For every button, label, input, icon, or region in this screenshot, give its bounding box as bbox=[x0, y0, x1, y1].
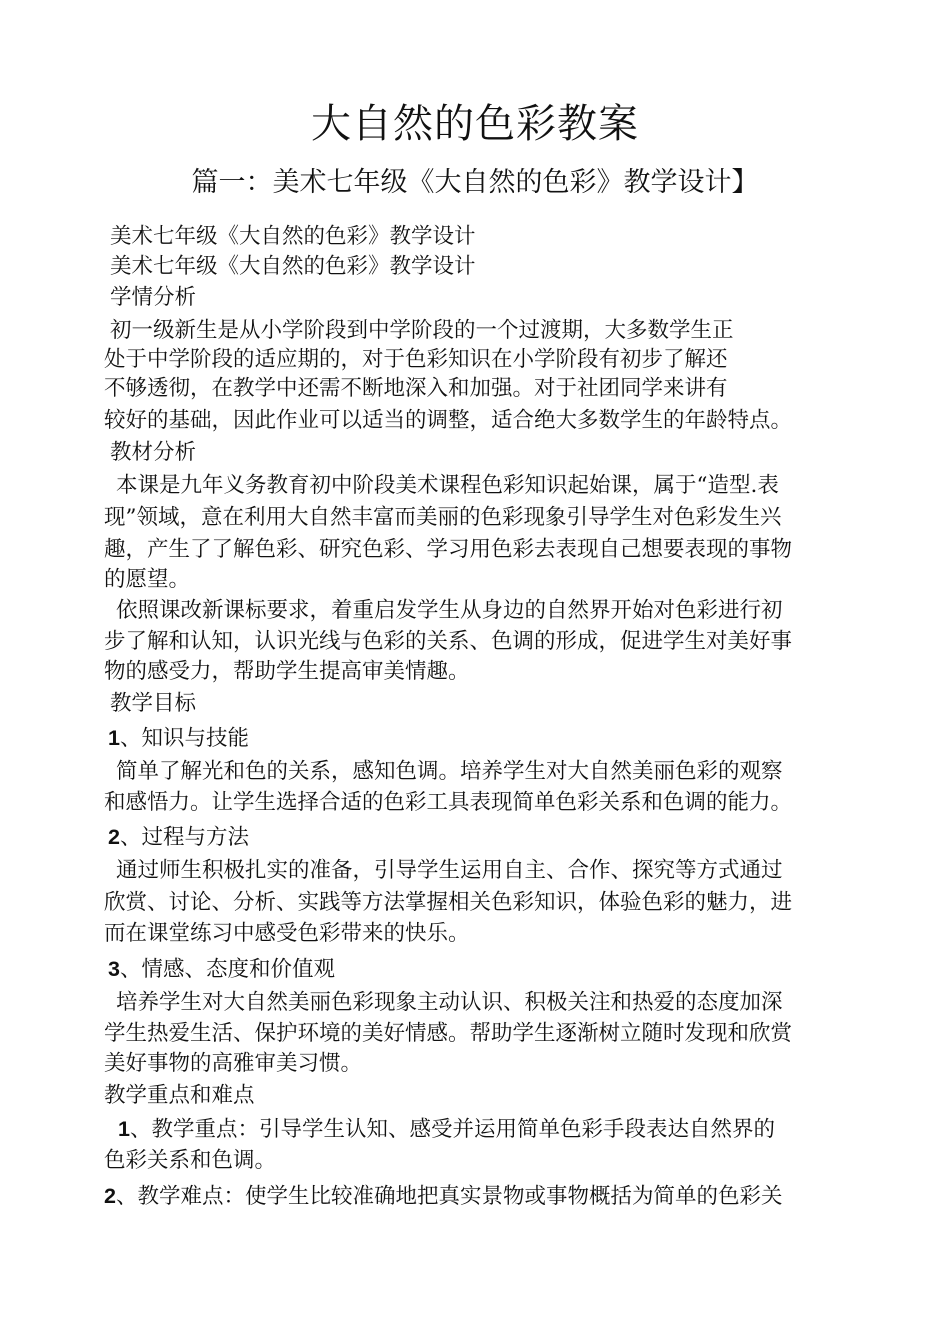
text-line: 现”领域，意在利用大自然丰富而美丽的色彩现象引导学生对色彩发生兴 bbox=[104, 505, 782, 530]
item-number: 2 bbox=[104, 1184, 116, 1208]
item-number: 1 bbox=[108, 726, 120, 750]
text-line: 物的感受力，帮助学生提高审美情趣。 bbox=[104, 659, 470, 684]
text-line: 美术七年级《大自然的色彩》教学设计 bbox=[110, 254, 476, 279]
section-heading: 教学目标 bbox=[110, 691, 197, 716]
section-heading: 教学重点和难点 bbox=[104, 1083, 255, 1108]
text-line: 处于中学阶段的适应期的，对于色彩知识在小学阶段有初步了解还 bbox=[104, 347, 728, 372]
subheading-knowledge-skills bbox=[108, 723, 868, 754]
text-line: 简单了解光和色的关系，感知色调。培养学生对大自然美丽色彩的观察 bbox=[116, 759, 783, 784]
item-number: 3 bbox=[108, 957, 120, 981]
document-subtitle: 篇一：美术七年级《大自然的色彩》教学设计】 bbox=[191, 167, 759, 198]
text-line: 欣赏、讨论、分析、实践等方法掌握相关色彩知识，体验色彩的魅力，进 bbox=[104, 890, 793, 915]
item-number: 2 bbox=[108, 825, 120, 849]
text-line: 美好事物的高雅审美习惯。 bbox=[104, 1051, 363, 1076]
section-heading: 教材分析 bbox=[110, 440, 197, 465]
text-line: 趣，产生了了解色彩、研究色彩、学习用色彩去表现自己想要表现的事物 bbox=[104, 537, 793, 562]
text-line: 培养学生对大自然美丽色彩现象主动认识、积极关注和热爱的态度加深 bbox=[116, 990, 783, 1015]
text-line: 美术七年级《大自然的色彩》教学设计 bbox=[110, 224, 476, 249]
line-text: 、教学难点：使学生比较准确地把真实景物或事物概括为简单的色彩关 bbox=[115, 1184, 783, 1209]
subheading-text: 、知识与技能 bbox=[119, 726, 249, 751]
document-title: 大自然的色彩教案 bbox=[311, 101, 639, 147]
text-line: 较好的基础，因此作业可以适当的调整，适合绝大多数学生的年龄特点。 bbox=[104, 408, 793, 433]
text-line: 色彩关系和色调。 bbox=[104, 1148, 277, 1173]
text-line bbox=[104, 1181, 864, 1212]
text-line: 步了解和认知，认识光线与色彩的关系、色调的形成，促进学生对美好事 bbox=[104, 629, 793, 654]
text-line: 学生热爱生活、保护环境的美好情感。帮助学生逐渐树立随时发现和欣赏 bbox=[104, 1021, 793, 1046]
line-text: 、教学重点：引导学生认知、感受并运用简单色彩手段表达自然界的 bbox=[129, 1117, 775, 1142]
text-line bbox=[118, 1114, 878, 1145]
subheading-process-method bbox=[108, 822, 868, 853]
text-line: 的愿望。 bbox=[104, 567, 191, 592]
text-line: 通过师生积极扎实的准备，引导学生运用自主、合作、探究等方式通过 bbox=[116, 858, 783, 883]
text-line: 初一级新生是从小学阶段到中学阶段的一个过渡期，大多数学生正 bbox=[110, 318, 734, 343]
text-line: 不够透彻，在教学中还需不断地深入和加强。对于社团同学来讲有 bbox=[104, 376, 728, 401]
subheading-text: 、过程与方法 bbox=[119, 825, 249, 850]
text-line: 依照课改新课标要求，着重启发学生从身边的自然界开始对色彩进行初 bbox=[116, 598, 783, 623]
item-number: 1 bbox=[118, 1117, 130, 1141]
subheading-emotion-values bbox=[108, 954, 868, 985]
text-line: 而在课堂练习中感受色彩带来的快乐。 bbox=[104, 921, 470, 946]
section-heading: 学情分析 bbox=[110, 285, 197, 310]
text-line: 和感悟力。让学生选择合适的色彩工具表现简单色彩关系和色调的能力。 bbox=[104, 790, 793, 815]
text-line: 本课是九年义务教育初中阶段美术课程色彩知识起始课，属于“造型.表 bbox=[116, 473, 779, 498]
subheading-text: 、情感、态度和价值观 bbox=[119, 957, 335, 982]
